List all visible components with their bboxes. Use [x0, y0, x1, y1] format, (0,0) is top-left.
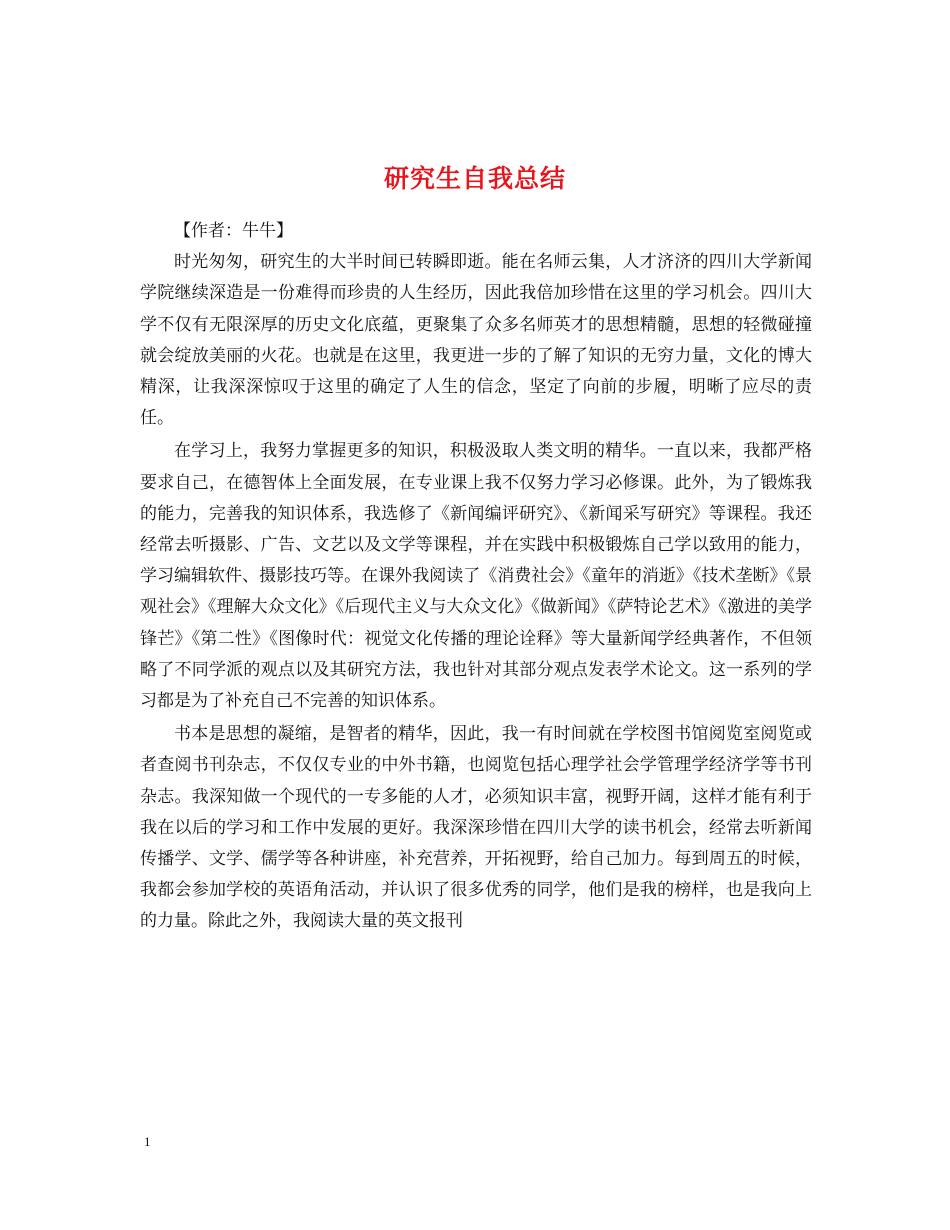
- paragraph-2: 在学习上，我努力掌握更多的知识，积极汲取人类文明的精华。一直以来，我都严格要求自己，在德智体上全面发展，在专业课上我不仅努力学习必修课。此外，为了锻炼我的能力，完善我的知识体系，我选修了《新闻编评研究》、《新闻采写研究》等课程。我还经常去听摄影、广告、文艺以及文学等课程，并在实践中积极锻炼自己学以致用的能力，学习编辑软件、摄影技巧等。在课外我阅读了《消费社会》《童年的消逝》《技术垄断》《景观社会》《理解大众文化》《后现代主义与大众文化》《做新闻》《萨特论艺术》《激进的美学锋芒》《第二性》《图像时代：视觉文化传播的理论诠释》等大量新闻学经典著作，不但领略了不同学派的观点以及其研究方法，我也针对其部分观点发表学术论文。这一系列的学习都是为了补充自己不完善的知识体系。: [140, 441, 812, 712]
- page-number: 1: [144, 1134, 151, 1149]
- author-line: 【作者：牛牛】: [174, 221, 293, 241]
- paragraph-1: 时光匆匆，研究生的大半时间已转瞬即逝。能在名师云集，人才济济的四川大学新闻学院继续深造是一份难得而珍贵的人生经历，因此我倍加珍惜在这里的学习机会。四川大学不仅有无限深厚的历史文化底蕴，更聚集了众多名师英才的思想精髓，思想的轻微碰撞就会绽放美丽的火花。也就是在这里，我更进一步的了解了知识的无穷力量，文化的博大精深，让我深深惊叹于这里的确定了人生的信念，坚定了向前的步履，明晰了应尽的责任。: [140, 252, 812, 429]
- document-title: 研究生自我总结: [383, 163, 566, 193]
- document-body: [140, 216, 812, 940]
- paragraph-3: 书本是思想的凝缩，是智者的精华，因此，我一有时间就在学校图书馆阅览室阅览或者查阅书刊杂志，不仅仅专业的中外书籍，也阅览包括心理学社会学管理学经济学等书刊杂志。我深知做一个现代的一专多能的人才，必须知识丰富，视野开阔，这样才能有利于我在以后的学习和工作中发展的更好。我深深珍惜在四川大学的读书机会，经常去听新闻传播学、文学、儒学等各种讲座，补充营养，开拓视野，给自己加力。每到周五的时候，我都会参加学校的英语角活动，并认识了很多优秀的同学，他们是我的榜样，也是我向上的力量。除此之外，我阅读大量的英文报刊: [140, 724, 812, 932]
